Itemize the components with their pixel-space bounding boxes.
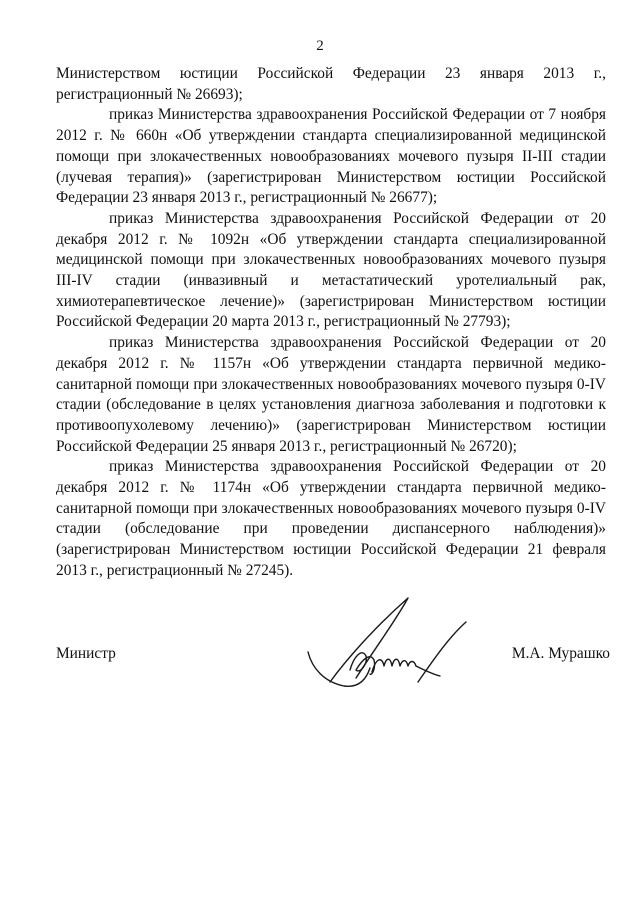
paragraph: приказ Министерства здравоохранения Российской Федерации от 20 декабря 2012 г. № 1174н «Об утверждении стандарта первичной медико-санитарной помощи при злокачественных новообразованиях мочевого пузыря 0-IV стадии (обследование при проведении диспансерного наблюдения)» (зарегистрирован Министерством юстиции Российской Федерации 21 февраля 2013 г., регистрационный № 27245). — [56, 458, 606, 579]
signatory-position: Министр — [56, 645, 116, 662]
paragraph: Министерством юстиции Российской Федерации 23 января 2013 г., регистрационный № 26693); — [56, 65, 606, 103]
document-body — [56, 64, 606, 582]
paragraph: приказ Министерства здравоохранения Российской Федерации от 7 ноября 2012 г. № 660н «Об утверждении стандарта специализированной медицинской помощи при злокачественных новообразованиях мочевого пузыря II-III стадии (лучевая терапия)» (зарегистрирован Министерством юстиции Российской Федерации 23 января 2013 г., регистрационный № 26677); — [56, 106, 606, 207]
paragraph: приказ Министерства здравоохранения Российской Федерации от 20 декабря 2012 г. № 1092н «Об утверждении стандарта специализированной медицинской помощи при злокачественных новообразованиях мочевого пузыря III-IV стадии (инвазивный и метастатический уротелиальный рак, химиотерапевтическое лечение)» (зарегистрирован Министерством юстиции Российской Федерации 20 марта 2013 г., регистрационный № 27793); — [56, 209, 606, 331]
handwritten-signature-icon — [300, 590, 475, 690]
paragraph: приказ Министерства здравоохранения Российской Федерации от 20 декабря 2012 г. № 1157н «Об утверждении стандарта первичной медико-санитарной помощи при злокачественных новообразованиях мочевого пузыря 0-IV стадии (обследование в целях установления диагноза заболевания и подготовки к противоопухолевому лечению)» (зарегистрирован Министерством юстиции Российской Федерации 25 января 2013 г., регистрационный № 26720); — [56, 334, 606, 455]
page-number: 2 — [316, 38, 324, 54]
signatory-name: М.А. Мурашко — [511, 645, 610, 662]
